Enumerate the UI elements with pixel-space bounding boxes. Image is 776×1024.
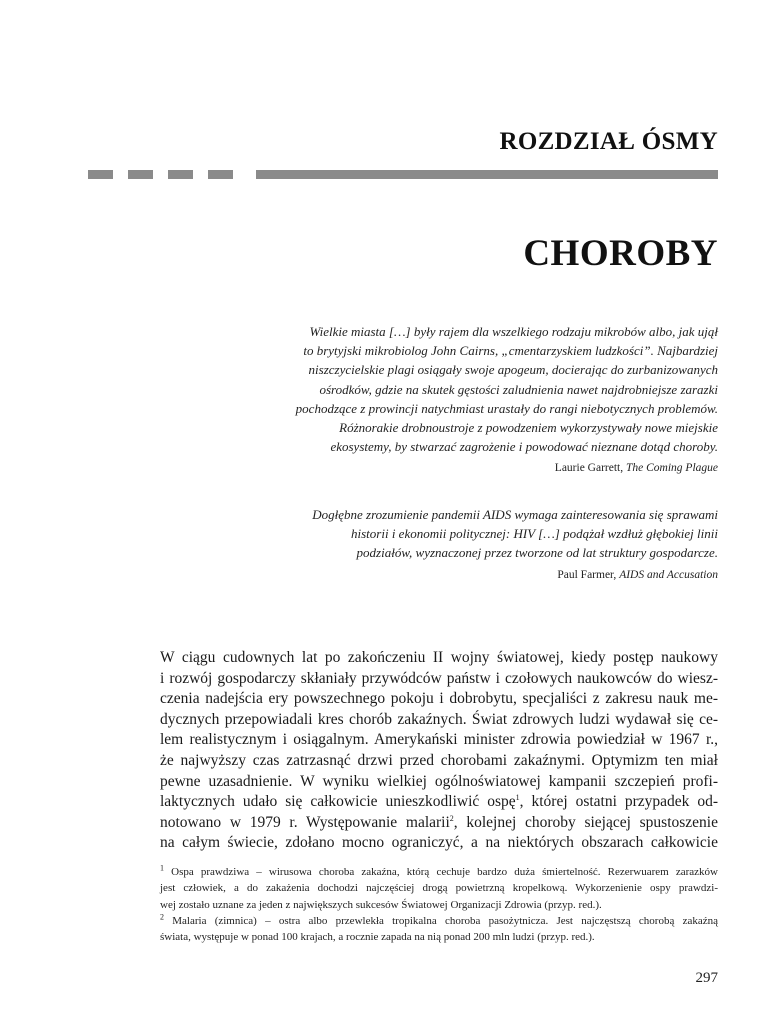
epigraph-line: Dogłębne zrozumienie pandemii AIDS wymaga zainteresowania się sprawami <box>312 507 718 522</box>
body-line <box>160 813 718 834</box>
body-segment: laktycznych udało się całkowicie unieszkodliwić ospę <box>160 793 516 811</box>
attribution-author: Paul Farmer, <box>557 569 617 581</box>
footnote-text: Ospa prawdziwa – wirusowa choroba zakaźna, którą cechuje bardzo duża śmiertelność. Rezerwuarem zarazków <box>164 866 718 878</box>
body-line: że najwyższy czas zatrzasnąć drzwi przed chorobami zakaźnymi. Optymizm ten miał <box>160 751 718 769</box>
rule-dash-4 <box>208 170 233 179</box>
epigraph-line: Różnorakie drobnoustroje z powodzeniem wykorzystywały nowe miejskie <box>339 420 718 436</box>
rule-dash-2 <box>128 170 153 179</box>
footnote-line: świata, występuje w ponad 100 krajach, a rocznie zapada na nią ponad 200 mln ludzi (przyp. red.). <box>160 931 595 944</box>
rule-dash-3 <box>168 170 193 179</box>
body-line: lem realistycznym i osiągalnym. Amerykański minister zdrowia powiedział w 1967 r., <box>160 731 718 749</box>
epigraph-1-attribution <box>555 462 718 474</box>
footnote-marker-1: 1 <box>160 863 164 873</box>
epigraph-line: ekosystemy, by stwarzać zagrożenie i powodować nieznane dotąd choroby. <box>330 439 718 455</box>
page-number: 297 <box>695 970 718 986</box>
footnote-ref-2[interactable]: 2 <box>449 813 454 823</box>
epigraph-line: Wielkie miasta […] były rajem dla wszelkiego rodzaju mikrobów albo, jak ujął <box>309 324 718 339</box>
chapter-rule <box>88 170 718 179</box>
attribution-work: AIDS and Accusation <box>619 569 718 581</box>
footnote-marker-2: 2 <box>160 912 164 922</box>
body-segment: notowano w 1979 r. Występowanie malarii <box>160 813 450 831</box>
epigraph-line: podziałów, wyznaczonej przez tworzone od lat struktury gospodarcze. <box>356 545 718 561</box>
body-segment: , której ostatni przypadek od- <box>519 793 719 811</box>
rule-long-bar <box>256 170 718 179</box>
rule-dash-1 <box>88 170 113 179</box>
epigraph-line: ośrodków, gdzie na skutek gęstości zaludnienia nawet najdrobniejsze zarazki <box>319 381 718 397</box>
footnote-ref-1[interactable]: 1 <box>515 793 520 802</box>
body-line: i rozwój gospodarczy skłaniały przywódców państw i czołowych naukowców do wiesz- <box>160 669 718 687</box>
footnote-line <box>160 913 718 929</box>
body-line: pewne uzasadnienie. W wyniku wielkiej ogólnoświatowej kampanii szczepień profi- <box>160 772 718 790</box>
body-line: dycznych przepowiadali kres chorób zakaźnych. Świat zdrowych ludzi wydawał się ce- <box>160 710 718 728</box>
attribution-work: The Coming Plague <box>626 462 718 474</box>
epigraph-line: historii i ekonomii politycznej: HIV […] podążał wzdłuż głębokiej linii <box>351 526 718 542</box>
epigraph-line: to brytyjski mikrobiolog John Cairns, „cmentarzyskiem ludzkości”. Najbardziej <box>303 343 718 359</box>
body-line: W ciągu cudownych lat po zakończeniu II wojny światowej, kiedy postęp naukowy <box>160 649 718 666</box>
footnote-line: wej zostało uznane za jeden z największych sukcesów Światowej Organizacji Zdrowia (przyp. red.). <box>160 898 602 911</box>
chapter-title: CHOROBY <box>523 233 718 274</box>
epigraph-line: pochodzące z prowincji natychmiast urastały do rangi niebotycznych problemów. <box>295 400 718 416</box>
epigraph-line: niszczycielskie plagi osiągały swoje apogeum, docierając do zurbanizowanych <box>308 362 718 378</box>
epigraph-2 <box>248 505 718 563</box>
body-line: na całym świecie, zdołano mocno ograniczyć, a na niektórych obszarach całkowicie <box>160 834 718 852</box>
body-segment: , kolejnej choroby siejącej spustoszenie <box>453 813 718 831</box>
footnote-text: Malaria (zimnica) – ostra albo przewlekła tropikalna choroba pasożytnicza. Jest najczęstszą chorobą zakaźną <box>164 914 718 927</box>
body-text <box>160 648 718 854</box>
epigraph-1 <box>248 322 718 456</box>
attribution-author: Laurie Garrett, <box>554 462 624 474</box>
footnote-line: jest człowiek, a do zakażenia dochodzi najczęściej drogą powietrzną kropelkową. Wykorzenienie ospy prawdzi- <box>160 882 718 895</box>
body-line: czenia nadejścia ery powszechnego pokoju i dobrobytu, specjaliści z zakresu nauk me- <box>160 690 718 708</box>
epigraph-2-attribution <box>557 569 718 581</box>
footnote-line <box>160 864 718 880</box>
footnotes <box>160 864 718 945</box>
chapter-label: ROZDZIAŁ ÓSMY <box>499 128 718 155</box>
body-line <box>160 792 718 813</box>
